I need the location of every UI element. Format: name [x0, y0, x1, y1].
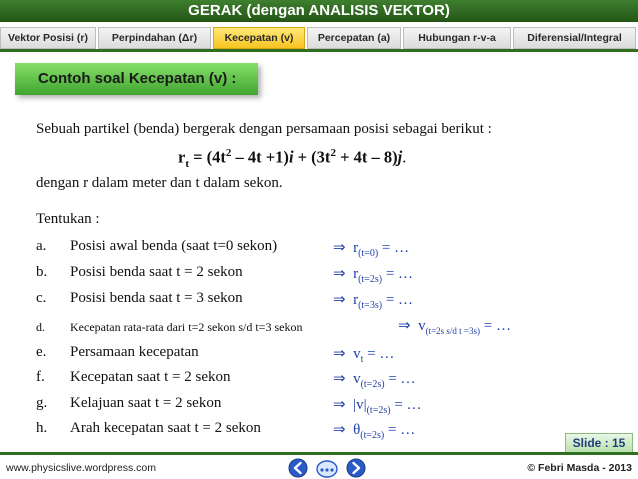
question-label: g.	[36, 395, 48, 411]
question-text: Kecepatan saat t = 2 sekon	[70, 369, 231, 385]
tab-percepatan[interactable]: Percepatan (a)	[307, 27, 401, 49]
question-answer: ⇒ $r_{(t=3s)}$ = …	[333, 292, 414, 311]
question-label: h.	[36, 420, 48, 436]
back-arrow-icon[interactable]	[288, 458, 308, 478]
question-label: c.	[36, 290, 47, 306]
header-divider	[0, 49, 638, 52]
question-text: Posisi benda saat t = 2 sekon	[70, 264, 243, 280]
question-label: b.	[36, 264, 48, 280]
question-label: f.	[36, 369, 45, 385]
question-text: Posisi awal benda (saat t=0 sekon)	[70, 238, 278, 254]
question-text: Kelajuan saat t = 2 sekon	[70, 395, 222, 411]
question-answer: ⇒ $v_t$ = …	[333, 346, 395, 365]
question-label: e.	[36, 344, 47, 360]
website-link[interactable]: www.physicslive.wordpress.com	[6, 462, 156, 474]
tab-kecepatan[interactable]: Kecepatan (v)	[213, 27, 305, 49]
tab-vektor-posisi[interactable]: Vektor Posisi (r)	[0, 27, 96, 49]
question-label: d.	[36, 320, 45, 334]
question-label: a.	[36, 238, 47, 254]
forward-arrow-icon[interactable]	[346, 458, 366, 478]
question-answer: ⇒ $v_{(t=2s)}$ = …	[333, 371, 416, 390]
units-text: dengan r dalam meter dan t dalam sekon.	[36, 175, 283, 191]
question-answer: ⇒ $\theta_{(t=2s)}$ = …	[333, 422, 416, 441]
intro-text: Sebuah partikel (benda) bergerak dengan persamaan posisi sebagai berikut :	[36, 121, 492, 137]
slide-number-badge: Slide : 15	[565, 433, 633, 453]
tab-hubungan-r-v-a[interactable]: Hubungan r-v-a	[403, 27, 511, 49]
page-title: GERAK (dengan ANALISIS VEKTOR)	[0, 0, 638, 22]
section-subtitle: Contoh soal Kecepatan (v) :	[15, 63, 258, 95]
question-text: Arah kecepatan saat t = 2 sekon	[70, 420, 261, 436]
question-text: Kecepatan rata-rata dari t=2 sekon s/d t=3 sekon	[70, 320, 303, 334]
tentukan-heading: Tentukan :	[36, 211, 100, 227]
question-text: Persamaan kecepatan	[70, 344, 199, 360]
tab-perpindahan[interactable]: Perpindahan (Δr)	[98, 27, 211, 49]
question-answer: ⇒ $v_{(t=2s s/d t =3s)}$ = …	[398, 318, 511, 336]
tab-bar	[0, 27, 638, 49]
footer-divider	[0, 452, 638, 455]
question-answer: ⇒ $|v|_{(t=2s)}$ = …	[333, 397, 422, 416]
question-answer: ⇒ $r_{(t=0)}$ = …	[333, 240, 410, 259]
question-answer: ⇒ $r_{(t=2s)}$ = …	[333, 266, 414, 285]
question-text: Posisi benda saat t = 3 sekon	[70, 290, 243, 306]
home-icon[interactable]	[316, 458, 338, 478]
tab-diferensial-integral[interactable]: Diferensial/Integral	[513, 27, 636, 49]
copyright-text: © Febri Masda - 2013	[527, 462, 632, 474]
position-equation: $r_t = (4t^2 - 4t +1)i + (3t^2 + 4t - 8)j$.	[178, 147, 407, 170]
